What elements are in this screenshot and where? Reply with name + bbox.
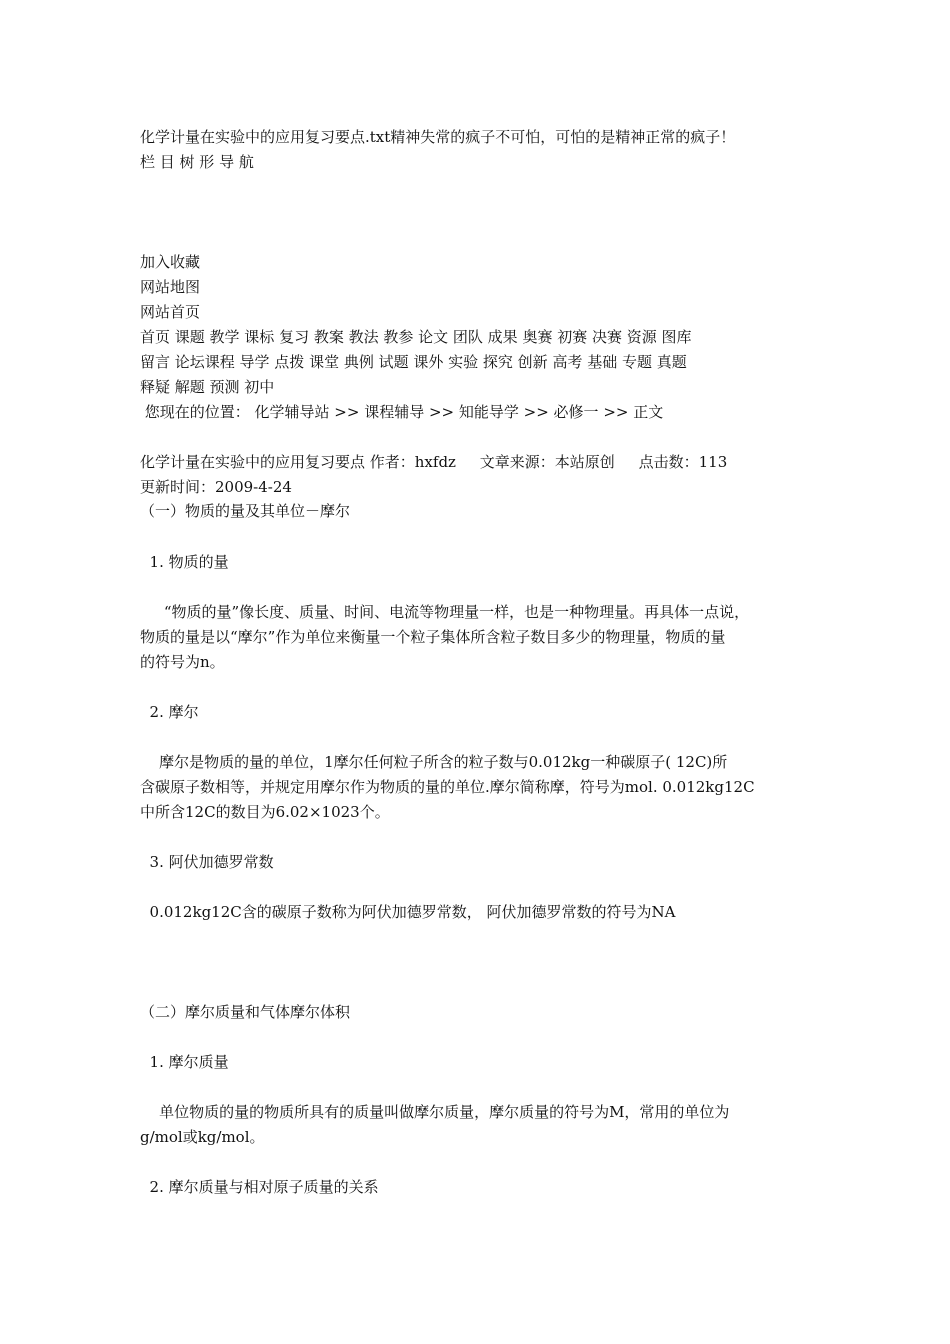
paragraph-line: 中所含12C的数目为6.02×1023个。: [140, 803, 390, 821]
update-time: 更新时间：2009-4-24: [140, 478, 292, 496]
nav-tree-title: 栏 目 树 形 导 航: [140, 153, 254, 171]
paragraph-line: 物质的量是以“摩尔”作为单位来衡量一个粒子集体所含粒子数目多少的物理量，物质的量: [140, 628, 726, 646]
breadcrumb: 您现在的位置： 化学辅导站 >> 课程辅导 >> 知能导学 >> 必修一 >> 正文: [140, 403, 664, 421]
paragraph-line: g/mol或kg/mol。: [140, 1128, 265, 1146]
paragraph-line: 含碳原子数相等，并规定用摩尔作为物质的量的单位.摩尔简称摩，符号为mol. 0.012kg12C: [140, 778, 755, 796]
menu-row-1[interactable]: 首页 课题 教学 课标 复习 教案 教法 教参 论文 团队 成果 奥赛 初赛 决赛 资源 图库: [140, 328, 692, 346]
menu-row-3[interactable]: 释疑 解题 预测 初中: [140, 378, 275, 396]
paragraph-line: “物质的量”像长度、质量、时间、电流等物理量一样，也是一种物理量。再具体一点说，: [140, 603, 750, 621]
item-heading-4: 1. 摩尔质量: [140, 1053, 229, 1071]
add-favorite-link[interactable]: 加入收藏: [140, 253, 201, 271]
item-heading-2: 2. 摩尔: [140, 703, 199, 721]
item-heading-5: 2. 摩尔质量与相对原子质量的关系: [140, 1178, 379, 1196]
menu-row-2[interactable]: 留言 论坛课程 导学 点拨 课堂 典例 试题 课外 实验 探究 创新 高考 基础 专题 真题: [140, 353, 687, 371]
article-meta: 化学计量在实验中的应用复习要点 作者：hxfdz 文章来源：本站原创 点击数：113: [140, 453, 728, 471]
document-title-line: 化学计量在实验中的应用复习要点.txt精神失常的疯子不可怕，可怕的是精神正常的疯子！: [140, 128, 736, 146]
item-heading-3: 3. 阿伏加德罗常数: [140, 853, 274, 871]
section-heading-1: （一）物质的量及其单位－摩尔: [140, 502, 351, 520]
item-heading-1: 1. 物质的量: [140, 553, 229, 571]
home-link[interactable]: 网站首页: [140, 303, 201, 321]
section-heading-2: （二）摩尔质量和气体摩尔体积: [140, 1003, 351, 1021]
paragraph-line: 单位物质的量的物质所具有的质量叫做摩尔质量，摩尔质量的符号为M，常用的单位为: [140, 1103, 730, 1121]
paragraph-line: 的符号为n。: [140, 653, 225, 671]
sitemap-link[interactable]: 网站地图: [140, 278, 201, 296]
paragraph-line: 0.012kg12C含的碳原子数称为阿伏加德罗常数， 阿伏加德罗常数的符号为NA: [140, 903, 676, 921]
paragraph-line: 摩尔是物质的量的单位，1摩尔任何粒子所含的粒子数与0.012kg一种碳原子( 12C)所: [140, 753, 728, 771]
